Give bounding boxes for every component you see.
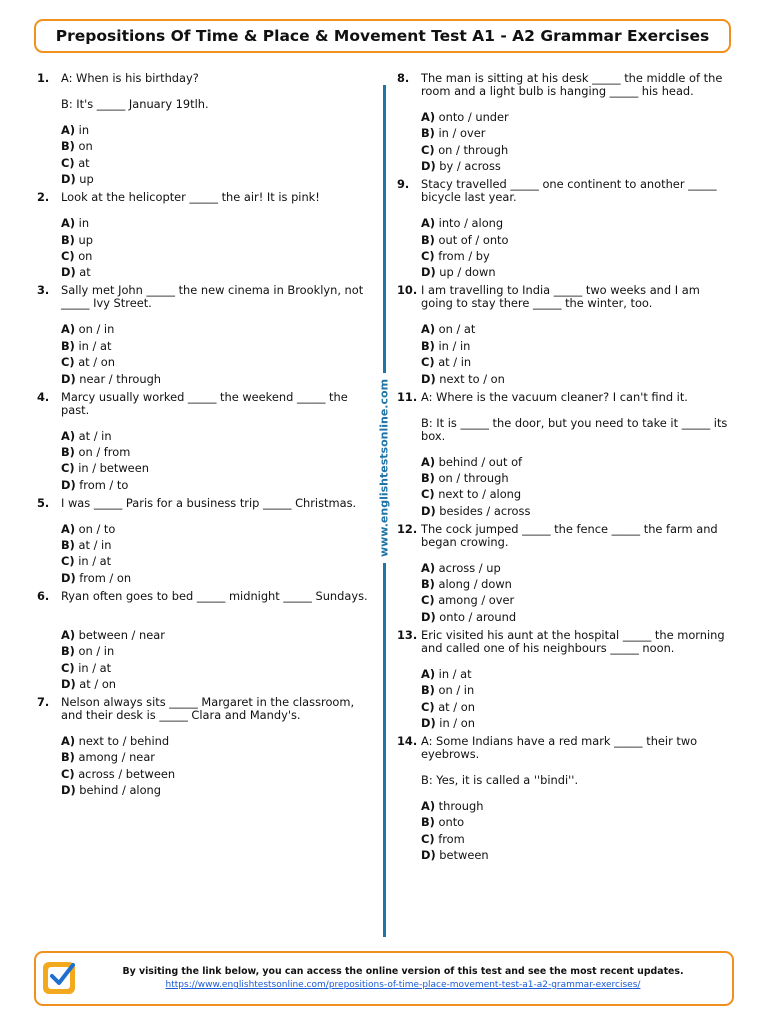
question-12 — [397, 523, 733, 624]
question-number: 6. — [37, 588, 50, 603]
option-d[interactable]: D) from / to — [61, 477, 129, 492]
option-d[interactable]: D) at / on — [61, 677, 117, 692]
options-list — [61, 430, 370, 492]
question-text: Sally met John _____ the new cinema in Brooklyn, not _____ Ivy Street. — [61, 283, 364, 311]
option-c[interactable]: C) on / through — [421, 142, 509, 157]
option-a[interactable]: A) in / at — [421, 666, 472, 681]
options-list — [421, 562, 733, 624]
option-b[interactable]: B) on / in — [61, 644, 115, 659]
option-b[interactable]: B) in / over — [421, 126, 486, 141]
option-d[interactable]: D) behind / along — [61, 783, 162, 798]
questions-right-column — [397, 72, 733, 867]
option-b[interactable]: B) up — [61, 232, 93, 247]
option-b[interactable]: B) on / through — [421, 470, 509, 485]
options-list — [61, 323, 370, 385]
question-text: B: Yes, it is called a ''bindi''. — [421, 773, 579, 788]
checkbox-check-icon — [43, 962, 75, 994]
option-c[interactable]: C) on — [61, 248, 93, 263]
question-number: 14. — [397, 734, 418, 749]
question-10 — [397, 284, 733, 385]
option-d[interactable]: D) onto / around — [421, 609, 517, 624]
question-3 — [37, 284, 370, 385]
website-watermark: www.englishtestsonline.com — [378, 373, 391, 563]
option-b[interactable]: B) on — [61, 139, 93, 154]
question-text: I am travelling to India _____ two weeks and I am going to stay there _____ the winter, too. — [421, 283, 700, 311]
option-a[interactable]: A) behind / out of — [421, 454, 523, 469]
option-a[interactable]: A) into / along — [421, 216, 504, 231]
option-b[interactable]: B) on / from — [61, 444, 131, 459]
question-number: 10. — [397, 283, 418, 298]
option-d[interactable]: D) up — [61, 172, 94, 187]
option-a[interactable]: A) on / at — [421, 322, 476, 337]
option-d[interactable]: D) in / on — [421, 716, 475, 731]
question-text: B: It is _____ the door, but you need to take it _____ its box. — [421, 415, 728, 443]
title-box — [34, 19, 731, 53]
question-number: 2. — [37, 190, 50, 205]
question-4 — [37, 391, 370, 492]
question-7 — [37, 696, 370, 797]
option-d[interactable]: D) next to / on — [421, 371, 505, 386]
option-d[interactable]: D) near / through — [61, 371, 162, 386]
question-text: Ryan often goes to bed _____ midnight _____ Sundays. — [61, 588, 368, 603]
footer-text: By visiting the link below, you can access the online version of this test and see the most recent updates. — [122, 966, 684, 977]
question-number: 1. — [37, 71, 50, 85]
option-b[interactable]: B) in / in — [421, 338, 471, 353]
question-number: 3. — [37, 283, 50, 298]
option-c[interactable]: C) in / at — [61, 554, 112, 569]
page-title: Prepositions Of Time & Place & Movement Test A1 - A2 Grammar Exercises — [55, 27, 710, 45]
options-list — [61, 523, 370, 585]
option-d[interactable]: D) by / across — [421, 159, 501, 174]
option-a[interactable]: A) next to / behind — [61, 734, 170, 749]
options-list — [61, 629, 370, 691]
option-a[interactable]: A) in — [61, 216, 90, 231]
question-11 — [397, 391, 733, 518]
question-2 — [37, 191, 370, 279]
option-c[interactable]: C) next to / along — [421, 487, 522, 502]
question-6 — [37, 590, 370, 691]
question-text: The cock jumped _____ the fence _____ the farm and began crowing. — [421, 521, 718, 549]
options-list — [421, 456, 733, 518]
options-list — [421, 217, 733, 279]
options-list — [421, 111, 733, 173]
options-list — [421, 800, 733, 862]
option-a[interactable]: A) at / in — [61, 428, 112, 443]
question-5 — [37, 497, 370, 585]
option-b[interactable]: B) on / in — [421, 683, 475, 698]
option-c[interactable]: C) among / over — [421, 593, 515, 608]
question-text: Look at the helicopter _____ the air! It is pink! — [61, 190, 320, 205]
question-9 — [397, 178, 733, 279]
options-list — [61, 217, 370, 279]
option-c[interactable]: C) at — [61, 155, 90, 170]
option-d[interactable]: D) between — [421, 848, 489, 863]
option-a[interactable]: A) between / near — [61, 627, 165, 642]
footer-box — [34, 951, 734, 1006]
option-c[interactable]: C) across / between — [61, 766, 176, 781]
question-number: 5. — [37, 495, 50, 510]
question-number: 9. — [397, 177, 410, 192]
option-c[interactable]: C) at / on — [61, 355, 115, 370]
question-text: Stacy travelled _____ one continent to another _____ bicycle last year. — [421, 177, 717, 205]
question-13 — [397, 629, 733, 730]
question-text: Eric visited his aunt at the hospital _____ the morning and called one of his neighbours _____ noon. — [421, 627, 725, 655]
question-text: I was _____ Paris for a business trip _____ Christmas. — [61, 495, 357, 510]
question-number: 11. — [397, 389, 418, 404]
options-list — [61, 124, 370, 186]
option-b[interactable]: B) at / in — [61, 538, 112, 553]
option-c[interactable]: C) at / on — [421, 699, 475, 714]
question-14 — [397, 735, 733, 862]
option-a[interactable]: A) across / up — [421, 560, 501, 575]
question-number: 12. — [397, 521, 418, 536]
option-a[interactable]: A) on / in — [61, 322, 115, 337]
option-c[interactable]: C) in / between — [61, 461, 149, 476]
option-a[interactable]: A) through — [421, 799, 484, 814]
option-b[interactable]: B) onto — [421, 815, 465, 830]
question-text: The man is sitting at his desk _____ the middle of the room and a light bulb is hanging _____ his head. — [421, 71, 723, 98]
question-number: 8. — [397, 71, 410, 85]
option-b[interactable]: B) among / near — [61, 750, 155, 765]
option-c[interactable]: C) from — [421, 831, 465, 846]
option-d[interactable]: D) besides / across — [421, 503, 531, 518]
question-number: 13. — [397, 627, 418, 642]
question-text: B: It's _____ January 19tlh. — [61, 97, 209, 111]
options-list — [61, 735, 370, 797]
question-text: A: When is his birthday? — [61, 71, 199, 85]
option-d[interactable]: D) up / down — [421, 265, 496, 280]
option-c[interactable]: C) in / at — [61, 660, 112, 675]
question-number: 7. — [37, 695, 50, 710]
question-1 — [37, 72, 370, 186]
option-a[interactable]: A) in — [61, 123, 90, 137]
question-text: A: Where is the vacuum cleaner? I can't find it. — [421, 389, 688, 404]
option-a[interactable]: A) on / to — [61, 521, 116, 536]
option-b[interactable]: B) out of / onto — [421, 232, 509, 247]
footer-link[interactable]: https://www.englishtestsonline.com/prepositions-of-time-place-movement-test-a1-a2-grammar-exercises/ — [165, 980, 641, 990]
option-d[interactable]: D) from / on — [61, 570, 132, 585]
question-text: Nelson always sits _____ Margaret in the classroom, and their desk is _____ Clara and Mandy's. — [61, 695, 355, 723]
options-list — [421, 323, 733, 385]
question-8 — [397, 72, 733, 173]
option-c[interactable]: C) at / in — [421, 355, 472, 370]
question-number: 4. — [37, 389, 50, 404]
option-b[interactable]: B) along / down — [421, 577, 512, 592]
option-a[interactable]: A) onto / under — [421, 110, 509, 124]
option-d[interactable]: D) at — [61, 265, 91, 280]
option-b[interactable]: B) in / at — [61, 338, 112, 353]
question-text: Marcy usually worked _____ the weekend _____ the past. — [61, 389, 348, 417]
questions-left-column — [37, 72, 370, 802]
question-text: A: Some Indians have a red mark _____ their two eyebrows. — [421, 734, 698, 762]
option-c[interactable]: C) from / by — [421, 248, 490, 263]
options-list — [421, 668, 733, 730]
